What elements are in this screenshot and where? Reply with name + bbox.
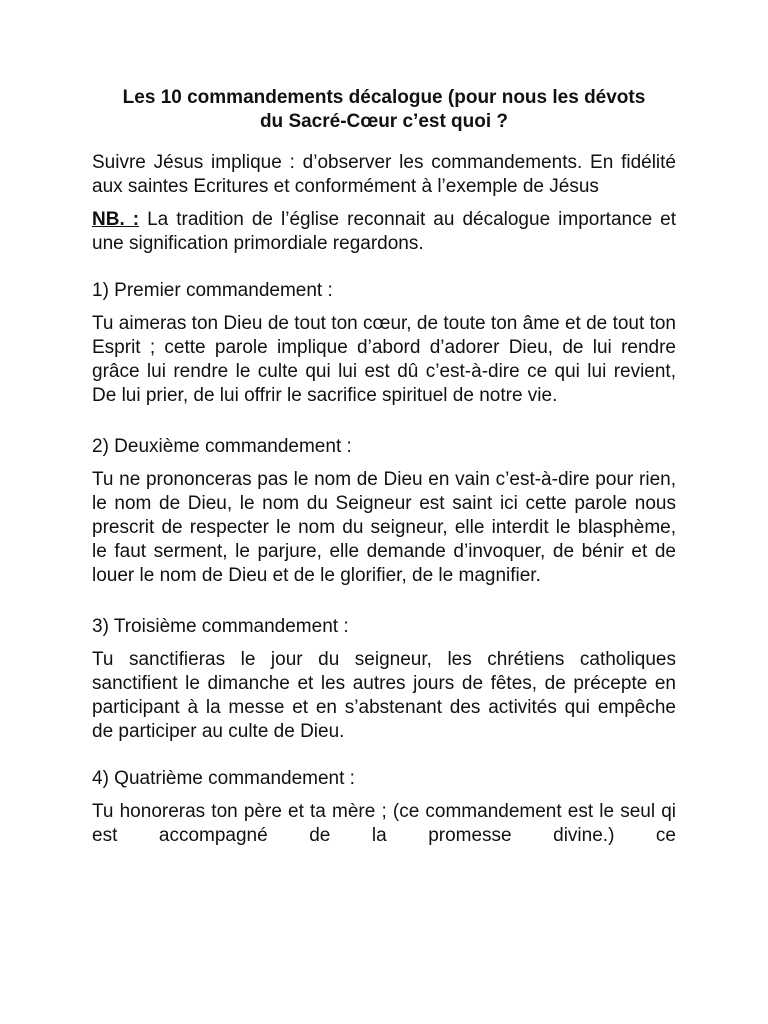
section-heading-3: 3) Troisième commandement :	[92, 616, 349, 637]
nb-label: NB. :	[92, 209, 140, 230]
section-body-3: Tu sanctifieras le jour du seigneur, les chrétiens catholiques sanctifient le dimanche et les autres jours de fêtes, de précepte en participant à la messe et en s’abstenant des activités qui empêche de participer au culte de Dieu.	[92, 649, 676, 742]
section-body-4: Tu honoreras ton père et ta mère ; (ce commandement est le seul qi est accompagné de la promesse divine.) ce	[92, 801, 676, 846]
document-page	[92, 86, 676, 848]
section-heading-2: 2) Deuxième commandement :	[92, 436, 352, 457]
section-body-2: Tu ne prononceras pas le nom de Dieu en vain c’est-à-dire pour rien, le nom de Dieu, le nom du Seigneur est saint ici cette parole nous prescrit de respecter le nom du seigneur, elle interdit le blasphème, le faut serment, le parjure, elle demande d’invoquer, de bénir et de louer le nom de Dieu et de le glorifier, de le magnifier.	[92, 469, 676, 586]
title-line-2: du Sacré-Cœur c’est quoi ?	[259, 111, 509, 132]
section-heading-4: 4) Quatrième commandement :	[92, 768, 355, 789]
document-title	[92, 86, 676, 134]
nb-paragraph	[92, 208, 676, 256]
nb-text: La tradition de l’église reconnait au décalogue importance et une signification primordiale regardons.	[92, 209, 677, 254]
intro-paragraph: Suivre Jésus implique : d’observer les commandements. En fidélité aux saintes Ecritures et conformément à l’exemple de Jésus	[92, 152, 676, 197]
section-heading-1: 1) Premier commandement :	[92, 280, 333, 301]
section-body-1: Tu aimeras ton Dieu de tout ton cœur, de toute ton âme et de tout ton Esprit ; cette parole implique d’abord d’adorer Dieu, de lui rendre grâce lui rendre le culte qui lui est dû c’est-à-dire ce qui lui revient, De lui prier, de lui offrir le sacrifice spirituel de notre vie.	[92, 313, 676, 406]
title-line-1: Les 10 commandements décalogue (pour nous les dévots	[122, 87, 646, 108]
